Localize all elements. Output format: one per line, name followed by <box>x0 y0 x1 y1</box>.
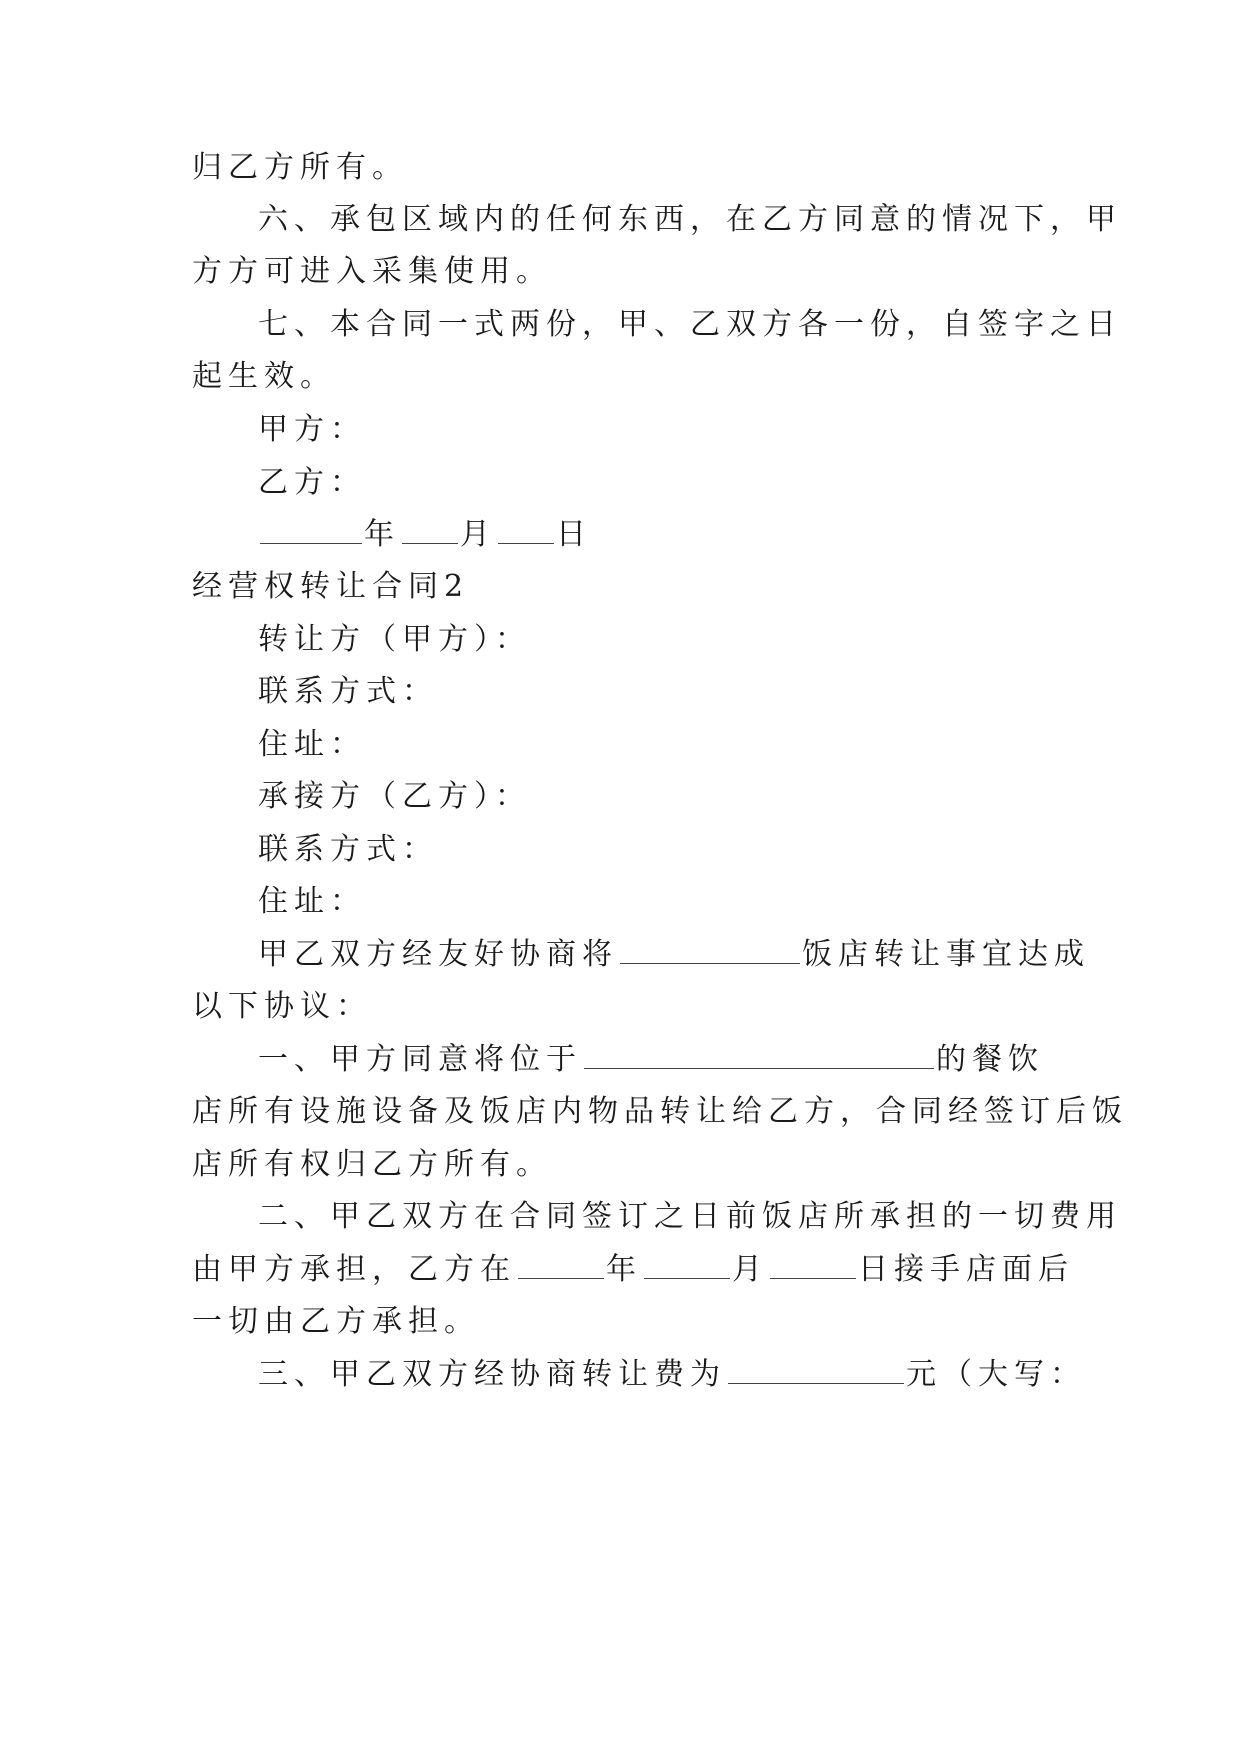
clause-2-line-1: 二、甲乙双方在合同签订之日前饭店所承担的一切费用 <box>258 1199 1122 1234</box>
party-b-signature-label: 乙方： <box>258 465 366 500</box>
text-line: 归乙方所有。 <box>192 150 408 185</box>
clause-6-line-1: 六、承包区域内的任何东西，在乙方同意的情况下，甲 <box>258 202 1122 237</box>
date-year-label: 年 <box>364 517 400 552</box>
clause-6-line-2: 方方可进入采集使用。 <box>192 254 552 289</box>
section-title: 经营权转让合同2 <box>192 569 470 604</box>
handover-month-label: 月 <box>732 1252 768 1287</box>
clause-1-line-1 <box>258 1031 1138 1089</box>
clause-3-line-1 <box>258 1346 1138 1404</box>
blank-handover-month <box>644 1277 730 1279</box>
blank-year <box>260 542 362 544</box>
agreement-intro-text: 甲乙双方经友好协商将 <box>258 937 618 972</box>
clause-1-text-2: 的餐饮 <box>936 1042 1044 1077</box>
clause-1-line-2: 店所有设施设备及饭店内物品转让给乙方，合同经签订后饭 <box>192 1094 1128 1129</box>
agreement-intro-line-2: 以下协议： <box>192 989 372 1024</box>
clause-2-text-2: 日接手店面后 <box>858 1252 1074 1287</box>
transferee-address-label: 住址： <box>258 884 366 919</box>
party-a-signature-label: 甲方： <box>258 412 366 447</box>
transferee-contact-label: 联系方式： <box>258 832 438 867</box>
blank-restaurant-name <box>620 962 800 964</box>
blank-location <box>584 1067 934 1069</box>
date-month-label: 月 <box>460 517 496 552</box>
handover-year-label: 年 <box>606 1252 642 1287</box>
clause-7-line-2: 起生效。 <box>192 359 336 394</box>
blank-handover-day <box>770 1277 856 1279</box>
signature-date-line <box>258 506 1138 564</box>
blank-handover-year <box>518 1277 604 1279</box>
blank-month <box>402 542 458 544</box>
clause-3-text-2: 元（大写： <box>906 1357 1086 1392</box>
clause-3-text: 三、甲乙双方经协商转让费为 <box>258 1357 726 1392</box>
blank-day <box>498 542 554 544</box>
agreement-intro-text-2: 饭店转让事宜达成 <box>802 937 1090 972</box>
clause-2-text: 由甲方承担，乙方在 <box>192 1252 516 1287</box>
transferor-label: 转让方（甲方）： <box>258 622 531 657</box>
transferee-label: 承接方（乙方）： <box>258 779 531 814</box>
blank-transfer-fee <box>728 1382 904 1384</box>
clause-1-line-3: 店所有权归乙方所有。 <box>192 1147 552 1182</box>
clause-2-line-3: 一切由乙方承担。 <box>192 1304 480 1339</box>
clause-2-line-2 <box>192 1241 1072 1299</box>
clause-1-text: 一、甲方同意将位于 <box>258 1042 582 1077</box>
transferor-address-label: 住址： <box>258 727 366 762</box>
agreement-intro-line-1 <box>258 926 1138 984</box>
transferor-contact-label: 联系方式： <box>258 674 438 709</box>
date-day-label: 日 <box>556 517 592 552</box>
clause-7-line-1: 七、本合同一式两份，甲、乙双方各一份，自签字之日 <box>258 307 1122 342</box>
